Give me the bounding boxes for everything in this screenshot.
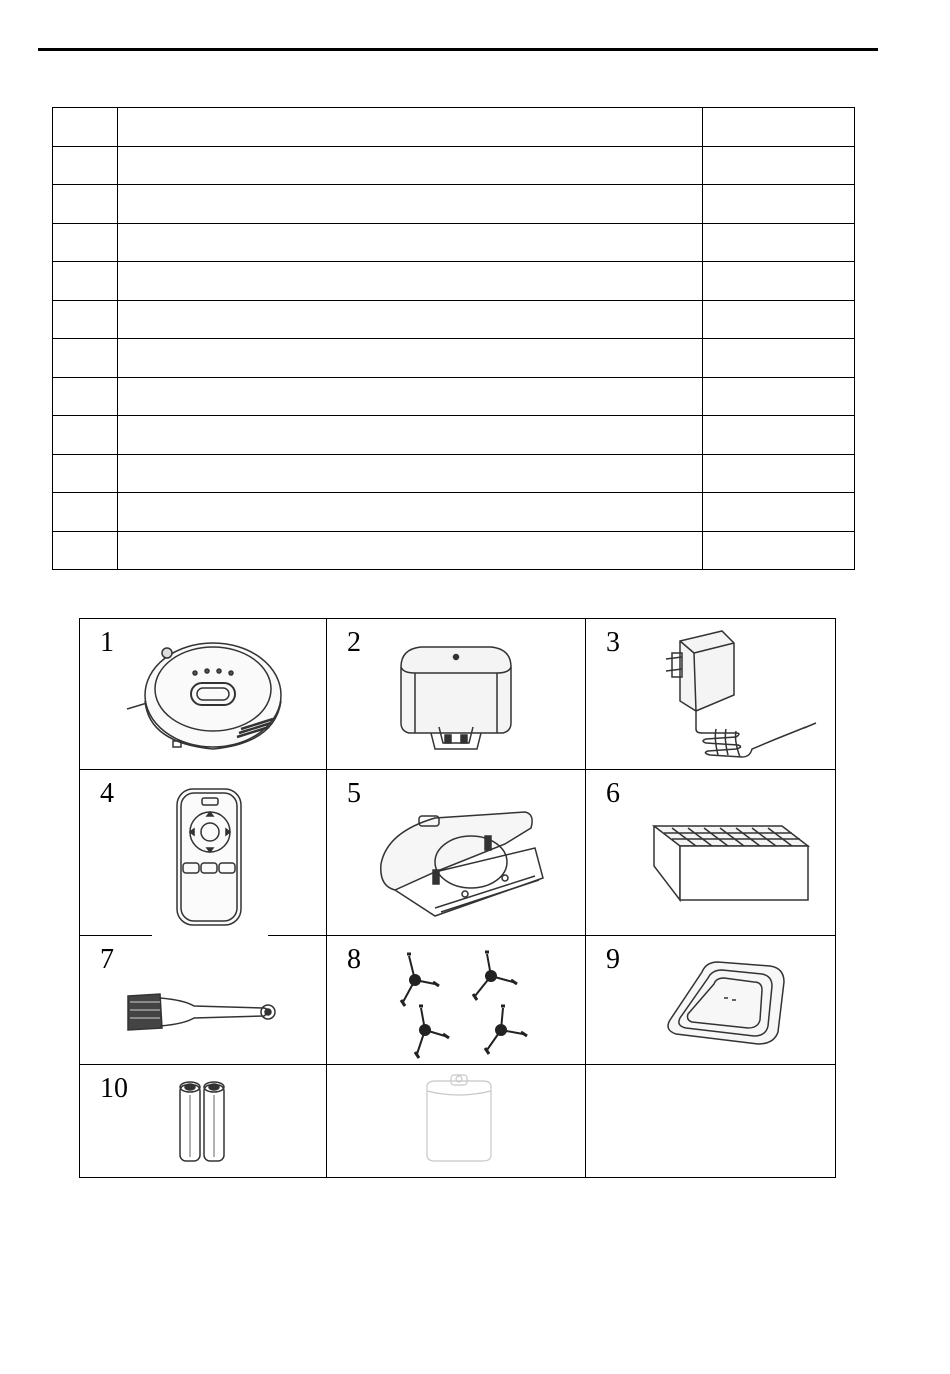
accessory-cell-7 — [80, 935, 327, 1064]
table-row — [53, 493, 855, 532]
accessory-cell-10 — [80, 1064, 327, 1177]
accessory-cell-5 — [327, 770, 586, 935]
item-number: 5 — [347, 778, 361, 810]
table-row — [53, 339, 855, 378]
remote-control-icon — [174, 786, 244, 928]
side-brushes-icon — [387, 950, 551, 1060]
table-row — [53, 108, 855, 147]
table-row — [53, 300, 855, 339]
table-row — [53, 223, 855, 262]
item-number: 3 — [606, 627, 620, 658]
item-number: 6 — [606, 778, 620, 810]
accessories-grid — [79, 618, 836, 1178]
charging-base-icon — [391, 637, 521, 755]
batteries-icon — [176, 1075, 230, 1165]
item-number: 9 — [606, 943, 620, 975]
power-adapter-icon — [656, 629, 826, 764]
accessory-cell-4 — [80, 770, 327, 935]
table-row — [53, 416, 855, 455]
accessory-cell-8 — [327, 935, 586, 1064]
virtual-wall-icon — [662, 960, 792, 1046]
accessory-cell-6 — [586, 770, 836, 935]
accessory-cell-9 — [586, 935, 836, 1064]
accessory-cell-2 — [327, 619, 586, 770]
item-number: 1 — [100, 627, 114, 658]
accessory-cell-3 — [586, 619, 836, 770]
accessory-cell-12 — [586, 1064, 836, 1177]
robot-vacuum-icon — [125, 631, 285, 759]
item-number: 7 — [100, 943, 114, 975]
item-number: 4 — [100, 778, 114, 810]
accessory-cell-11 — [327, 1064, 586, 1177]
item-number: 10 — [100, 1072, 128, 1104]
hepa-filter-icon — [652, 820, 812, 904]
table-row — [53, 185, 855, 224]
docking-station-icon — [375, 808, 547, 920]
item-number: 2 — [347, 627, 361, 658]
table-row — [53, 377, 855, 416]
item-number: 8 — [347, 943, 361, 975]
table-row — [53, 531, 855, 570]
water-tank-icon — [423, 1073, 495, 1163]
header-rule — [38, 48, 878, 51]
table-row — [53, 146, 855, 185]
accessory-cell-1 — [80, 619, 327, 770]
table-row — [53, 454, 855, 493]
parts-table — [52, 107, 855, 570]
table-row — [53, 262, 855, 301]
cleaning-brush-icon — [124, 990, 284, 1034]
